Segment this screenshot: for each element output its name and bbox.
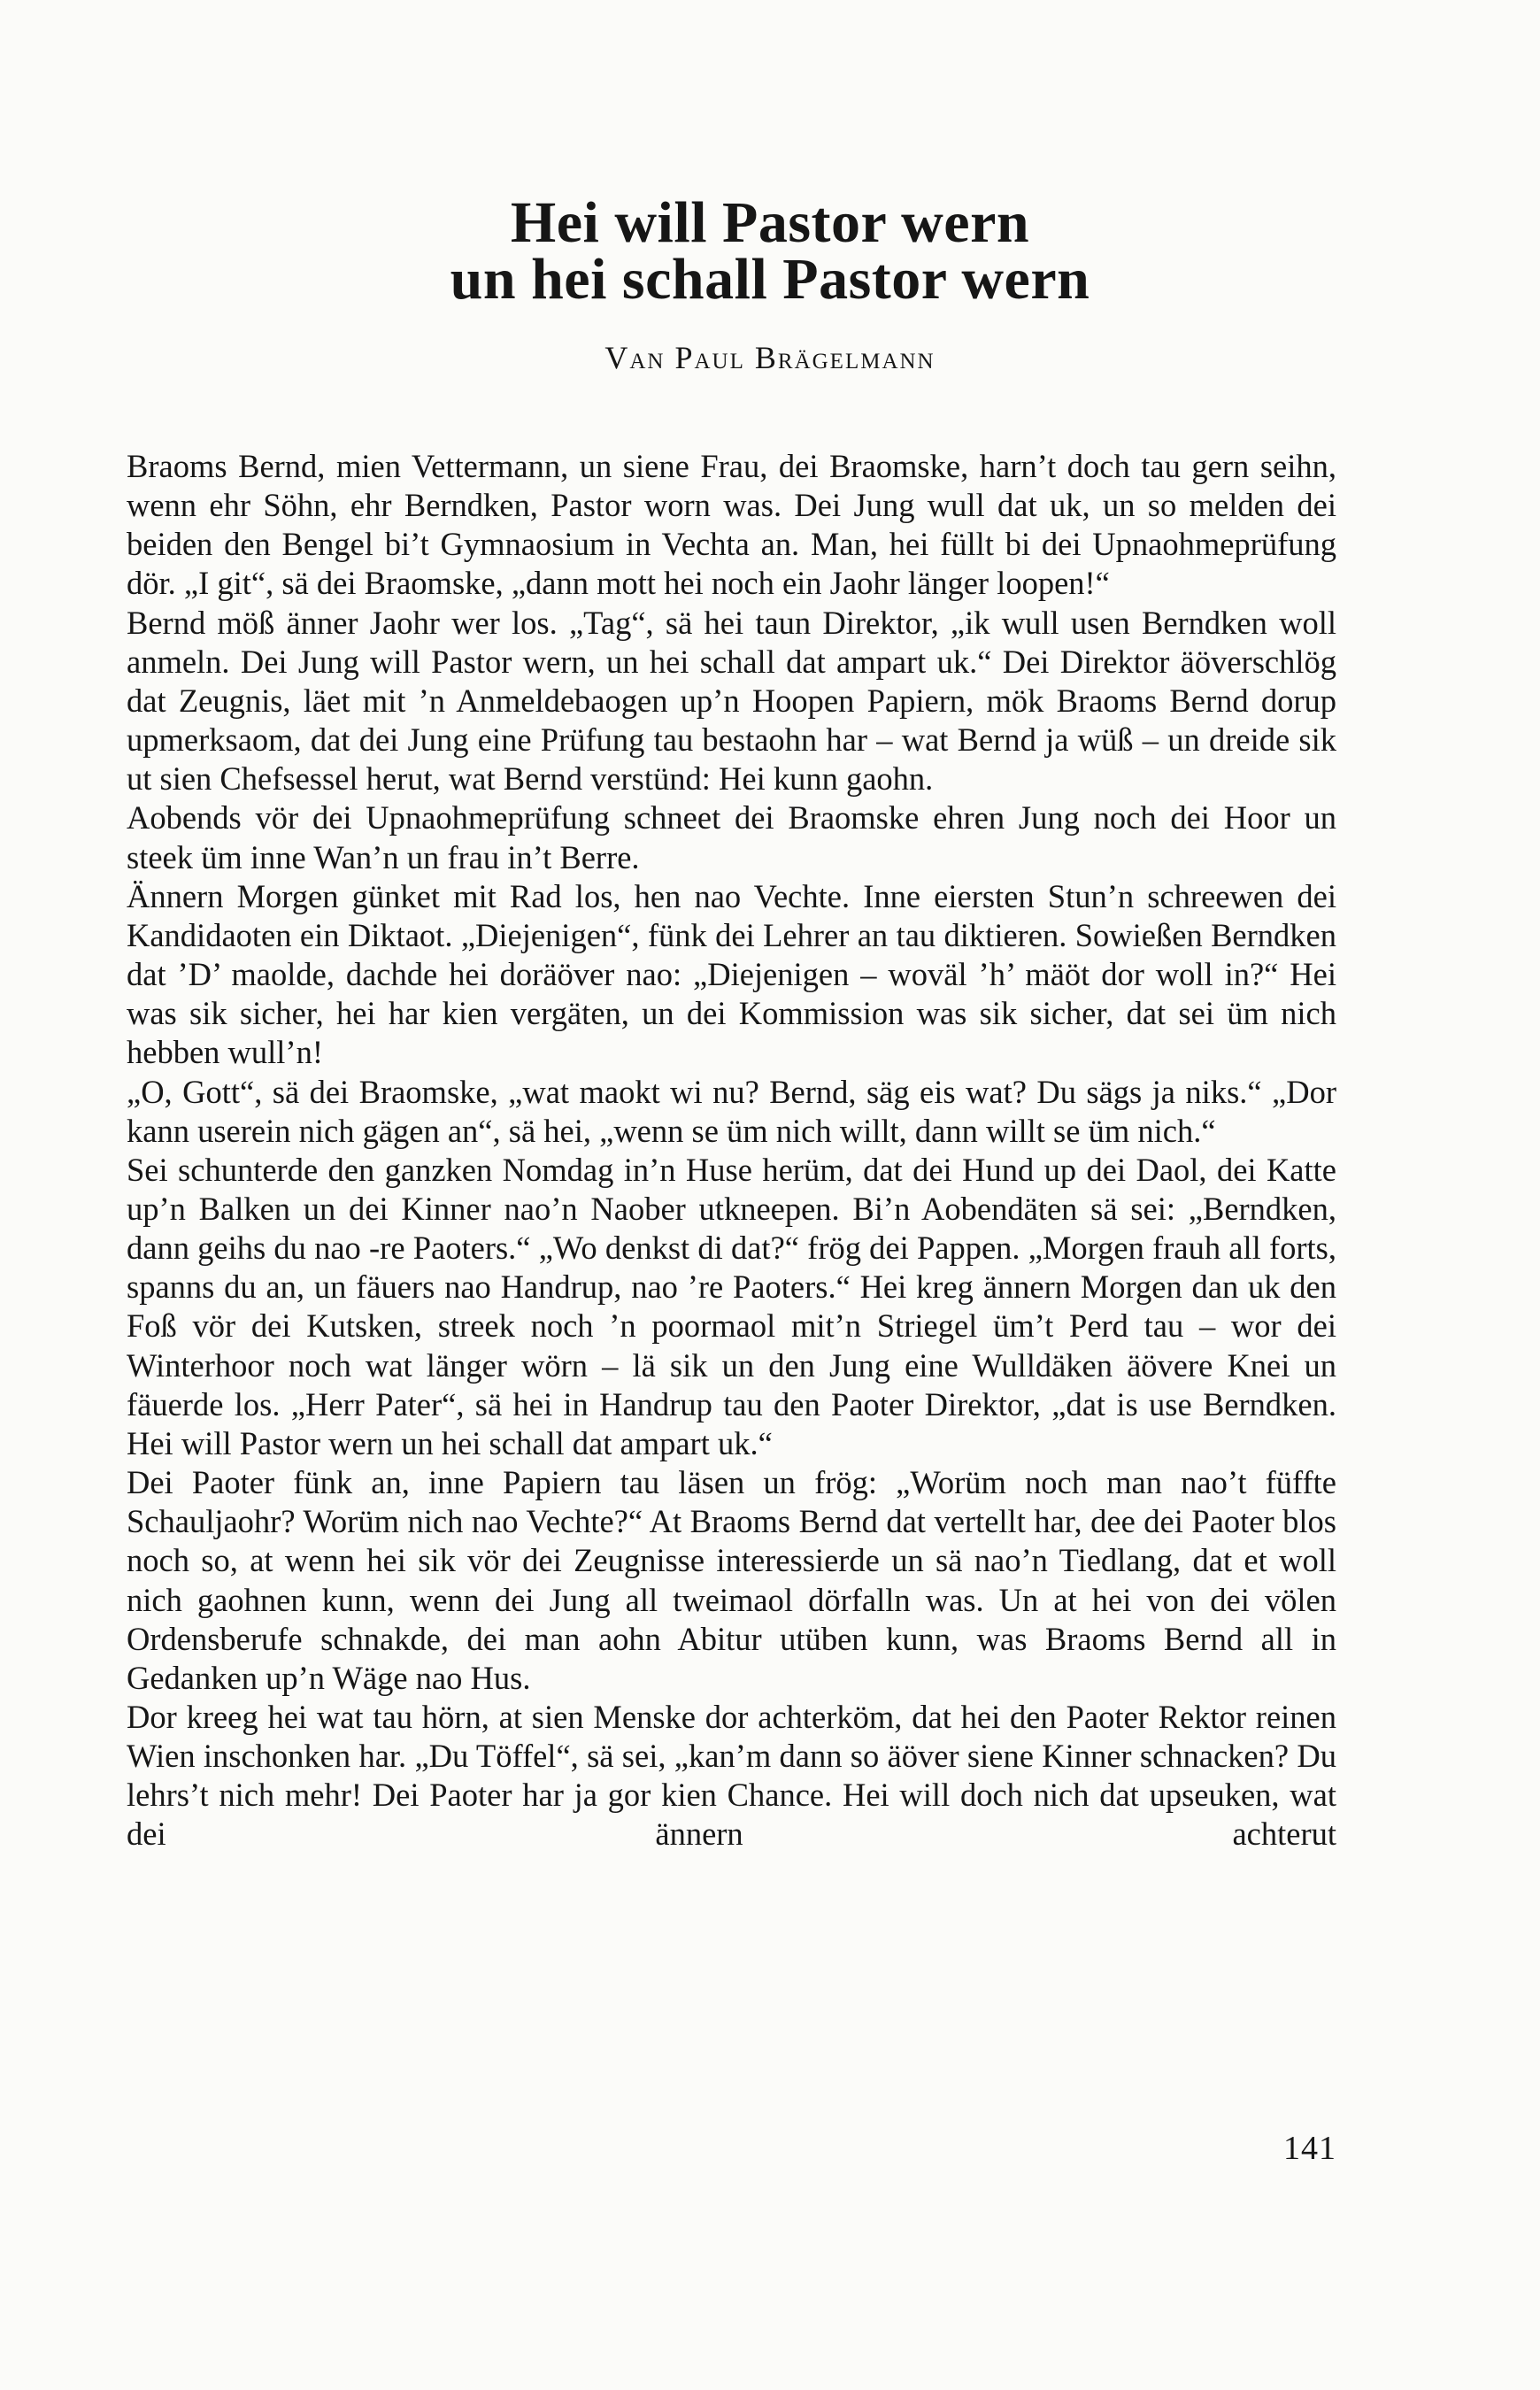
article-title	[0, 190, 1540, 312]
paragraph: Braoms Bernd, mien Vettermann, un siene Frau, dei Braomske, harn’t doch tau gern seihn, wenn ehr Söhn, ehr Berndken, Pastor worn was. Dei Jung wull dat uk, un so melden dei beiden den Bengel bi’t Gymnaosium in Vechta an. Man, hei füllt bi dei Upnaohmeprüfung dör. „I git“, sä dei Braomske, „dann mott hei noch ein Jaohr länger loopen!“	[127, 448, 1336, 602]
paragraph: Aobends vör dei Upnaohmeprüfung schneet dei Braomske ehren Jung noch dei Hoor un steek üm inne Wan’n un frau in’t Berre.	[127, 799, 1336, 875]
page-number: 141	[1283, 2130, 1336, 2167]
paragraph: Ännern Morgen günket mit Rad los, hen nao Vechte. Inne eiersten Stun’n schreewen dei Kandidaoten ein Diktaot. „Diejenigen“, fünk dei Lehrer an tau diktieren. Sowießen Berndken dat ’D’ maolde, dachde hei doräöver nao: „Diejenigen – woväl ’h’ mäöt dor woll in?“ Hei was sik sicher, hei har kien vergäten, un dei Kommission was sik sicher, dat sei üm nich hebben wull’n!	[127, 877, 1336, 1071]
article-body	[127, 447, 1336, 1854]
paragraph: Dei Paoter fünk an, inne Papiern tau läsen un frög: „Worüm noch man nao’t füffte Schauljaohr? Worüm nich nao Vechte?“ At Braoms Bernd dat vertellt har, dee dei Paoter blos noch so, at wenn hei sik vör dei Zeugnisse interessierde un sä nao’n Tiedlang, dat et woll nich gaohnen kunn, wenn dei Jung all tweimaol dörfalln was. Un at hei von dei völen Ordensberufe schnakde, dei man aohn Abitur utüben kunn, was Braoms Bernd all in Gedanken up’n Wäge nao Hus.	[127, 1464, 1336, 1696]
title-line-1: Hei will Pastor wern	[510, 190, 1030, 255]
paragraph: Bernd möß änner Jaohr wer los. „Tag“, sä hei taun Direktor, „ik wull usen Berndken woll anmeln. Dei Jung will Pastor wern, un hei schall dat ampart uk.“ Dei Direktor äöverschlög dat Zeugnis, läet mit ’n Anmeldebaogen up’n Hoopen Papiern, mök Braoms Bernd dorup upmerksaom, dat dei Jung eine Prüfung tau bestaohn har – wat Bernd ja wüß – un dreide sik ut sien Chefsessel herut, wat Bernd verstünd: Hei kunn gaohn.	[127, 604, 1336, 798]
paragraph: Sei schunterde den ganzken Nomdag in’n Huse herüm, dat dei Hund up dei Daol, dei Katte up’n Balken un dei Kinner nao’n Naober utkneepen. Bi’n Aobendäten sä sei: „Berndken, dann geihs du nao -re Paoters.“ „Wo denkst di dat?“ frög dei Pappen. „Morgen frauh all forts, spanns du an, un fäuers nao Handrup, nao ’re Paoters.“ Hei kreg ännern Morgen dan uk den Foß vör dei Kutsken, streek noch ’n poormaol mit’n Striegel üm’t Perd tau – wor dei Winterhoor noch wat länger wörn – lä sik un den Jung eine Wulldäken äövere Knei un fäuerde los. „Herr Pater“, sä hei in Handrup tau den Paoter Direktor, „dat is use Berndken. Hei will Pastor wern un hei schall dat ampart uk.“	[127, 1151, 1336, 1461]
paragraph: „O, Gott“, sä dei Braomske, „wat maokt wi nu? Bernd, säg eis wat? Du sägs ja niks.“ „Dor kann userein nich gägen an“, sä hei, „wenn se üm nich willt, dann willt se üm nich.“	[127, 1073, 1336, 1149]
paragraph: Dor kreeg hei wat tau hörn, at sien Menske dor achterköm, dat hei den Paoter Rektor reinen Wien inschonken har. „Du Töffel“, sä sei, „kan’m dann so äöver siene Kinner schnacken? Du lehrs’t nich mehr! Dei Paoter har ja gor kien Chance. Hei will doch nich dat upseuken, wat dei ännern achterut	[127, 1699, 1336, 1853]
author-byline: Van Paul Brägelmann	[604, 340, 936, 375]
title-line-2: un hei schall Pastor wern	[450, 247, 1090, 312]
